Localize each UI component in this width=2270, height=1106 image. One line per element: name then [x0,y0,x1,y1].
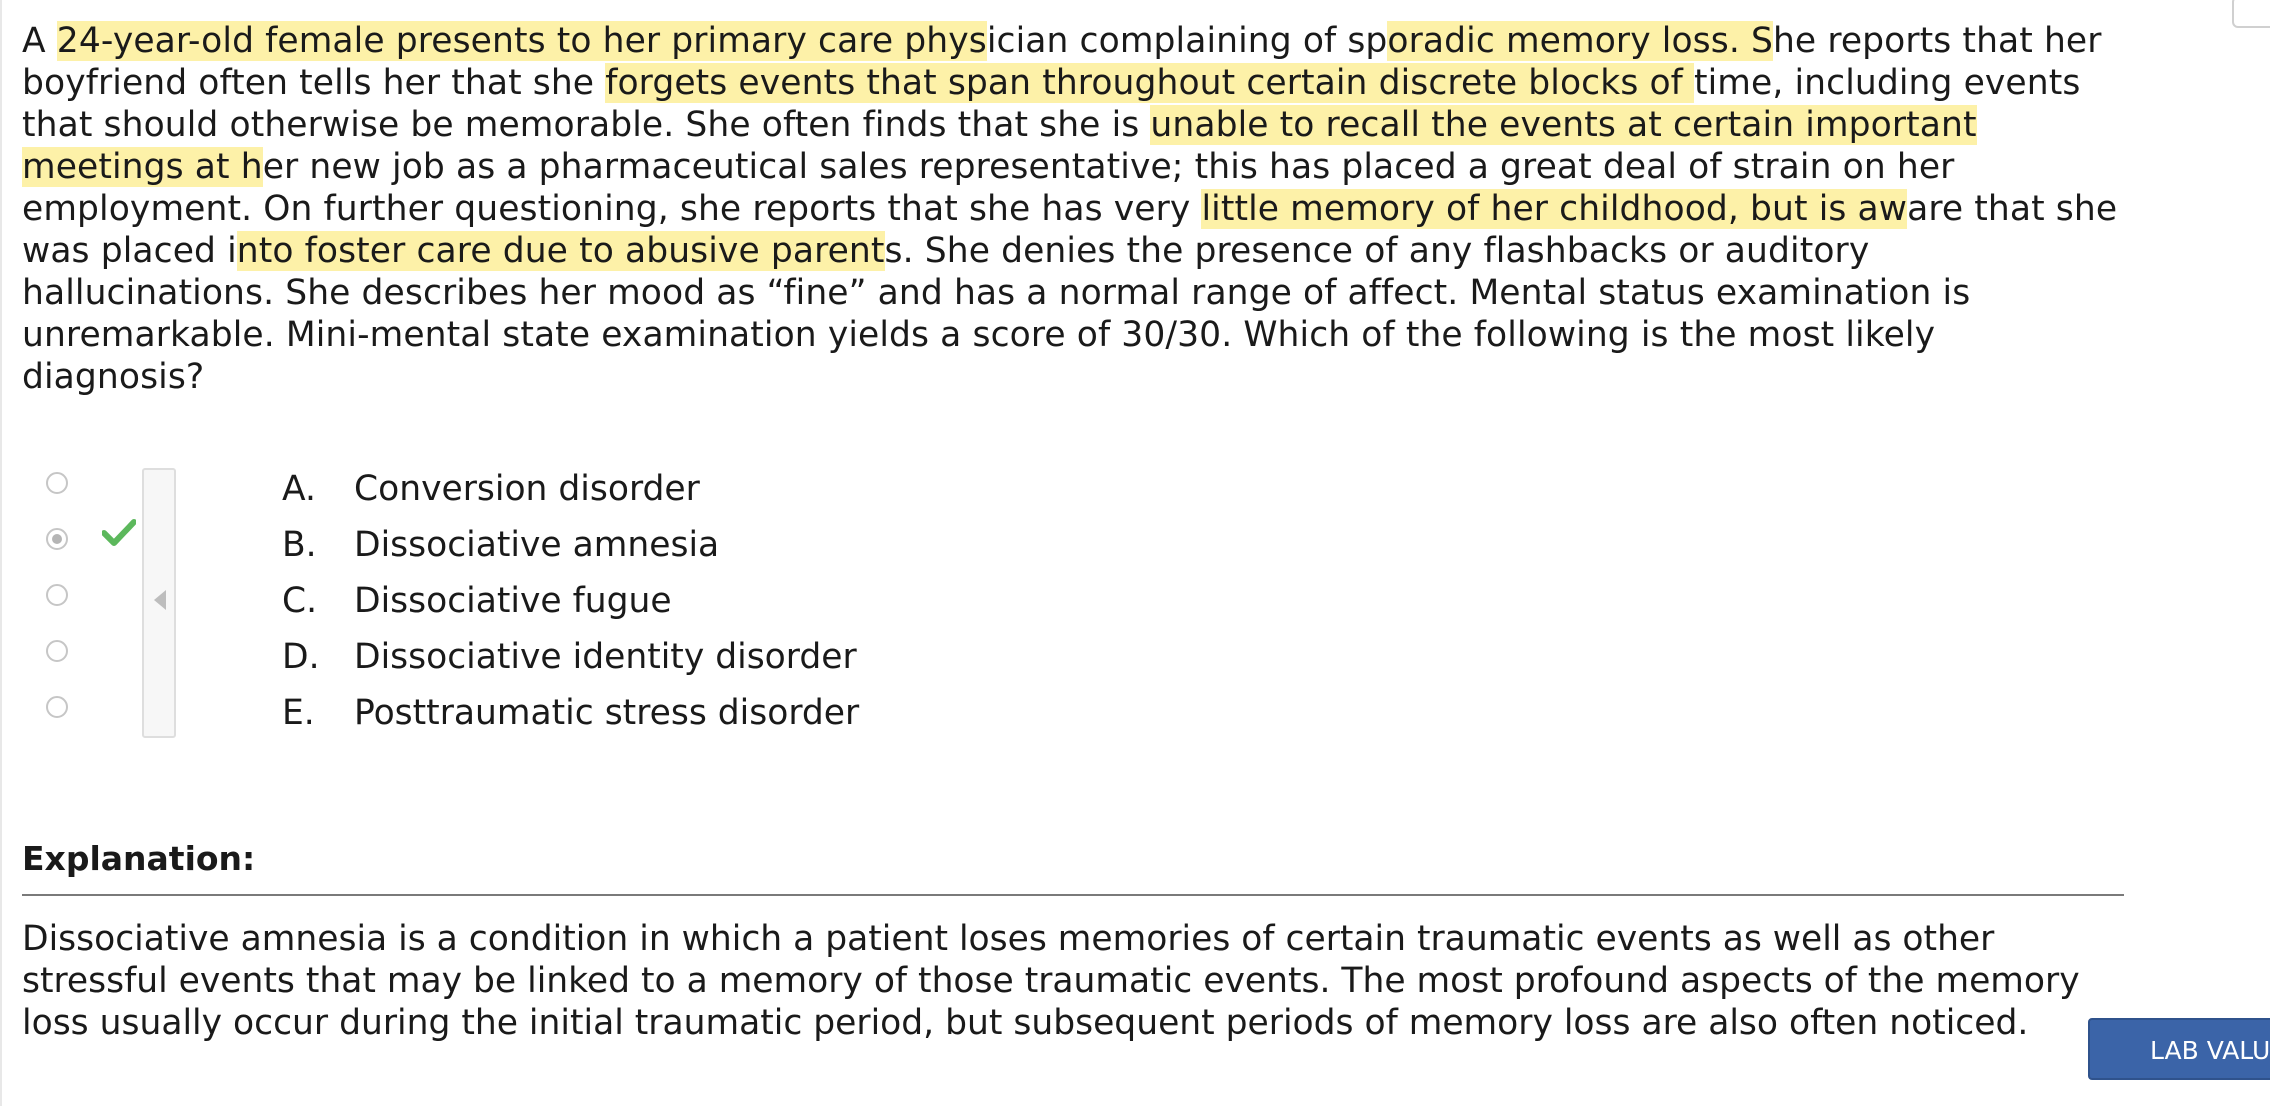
radio-choice-a[interactable] [46,472,68,494]
question-highlight[interactable]: nto foster care due to abusive parent [236,231,885,271]
choice-letter: E. [282,693,315,733]
choice-text: Dissociative amnesia [354,525,720,565]
choice-d[interactable] [282,636,857,678]
chevron-left-icon [154,590,166,610]
radio-choice-e[interactable] [46,696,68,718]
question-segment: A [22,21,57,61]
top-right-tab[interactable] [2232,0,2270,28]
choice-letter: D. [282,637,320,677]
choice-letter: C. [282,581,318,621]
radio-choice-c[interactable] [46,584,68,606]
question-stem [22,20,2122,398]
choice-b[interactable] [282,524,719,566]
question-highlight[interactable]: oradic memory loss. S [1387,21,1773,61]
question-segment: time, including events that should otherwise be memorable. She often finds that she is [22,63,2081,145]
explanation-divider [22,894,2124,896]
question-highlight[interactable]: little memory of her childhood, but is aw [1201,189,1908,229]
radio-choice-b[interactable] [46,528,68,550]
choice-text: Dissociative fugue [354,581,672,621]
question-segment: er new job as a pharmaceutical sales representative; this has placed a great deal of strain on her employment. On further questioning, she reports that she has very [22,147,1955,229]
question-segment: s. She denies the presence of any flashbacks or auditory hallucinations. She describes her mood as “fine” and has a normal range of affect. Mental status examination is unremarkable. Mini-mental state examination yields a score of 30/30. Which of the following is the most likely diagnosis? [22,231,1971,397]
choice-letter: B. [282,525,317,565]
question-highlight[interactable]: 24-year-old female presents to her primary care phys [56,21,987,61]
choice-text: Conversion disorder [354,469,700,509]
explanation-body: Dissociative amnesia is a condition in which a patient loses memories of certain traumatic events as well as other stressful events that may be linked to a memory of those traumatic events. The most profound aspects of the memory loss usually occur during the initial traumatic period, but subsequent periods of memory loss are also often noticed. [22,919,2080,1043]
explanation-title: Explanation: [22,839,256,878]
choice-text: Posttraumatic stress disorder [354,693,860,733]
checkmark-icon [102,518,136,548]
choice-text: Dissociative identity disorder [354,637,857,677]
radio-choice-d[interactable] [46,640,68,662]
question-segment: ician complaining of sp [986,21,1388,61]
choice-e[interactable] [282,692,859,734]
choice-a[interactable] [282,468,700,510]
question-segment: he reports that her boyfriend often tells her that she [22,21,2102,103]
lab-values-button[interactable]: LAB VALU [2088,1018,2270,1080]
question-segment: are that she was placed i [22,189,2118,271]
question-highlight[interactable]: unable to recall the events at certain important meetings at h [22,105,1977,187]
answer-choices [0,462,1000,742]
choice-c[interactable] [282,580,672,622]
choice-letter: A. [282,469,316,509]
question-highlight[interactable]: forgets events that span throughout certain discrete blocks of [605,63,1694,103]
stats-collapse-bar[interactable] [142,468,176,738]
